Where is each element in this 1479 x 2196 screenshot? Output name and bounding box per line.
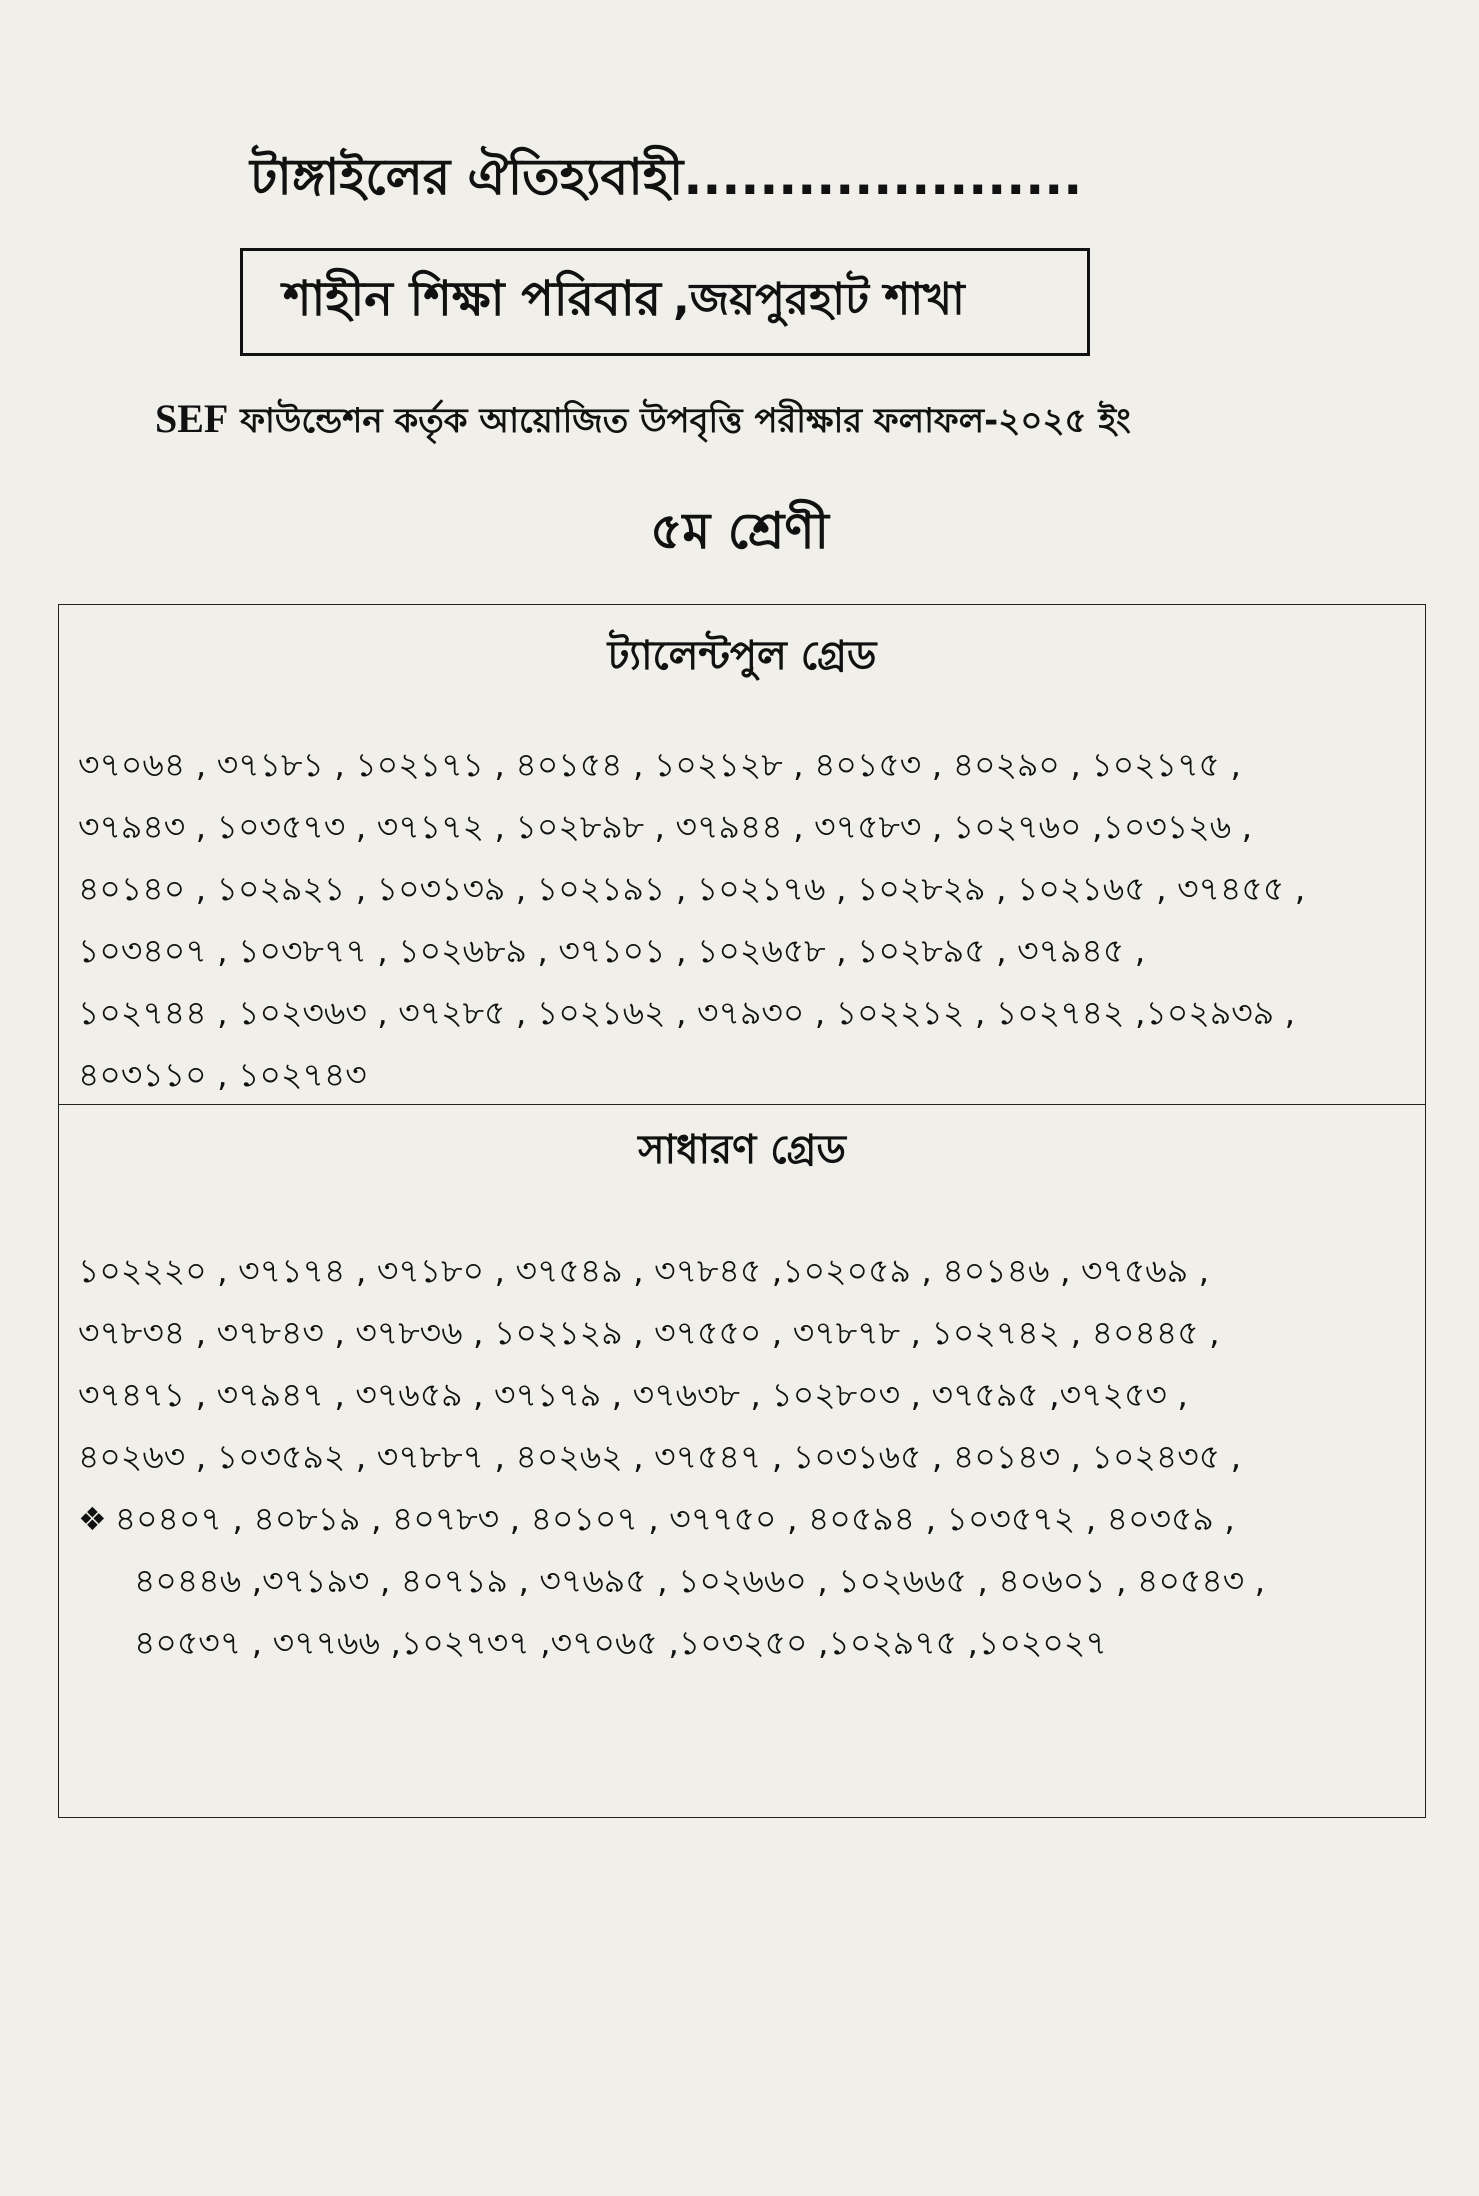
- general-grade-list: [78, 1240, 1265, 1674]
- organization-name: শাহীন শিক্ষা পরিবার: [283, 270, 662, 327]
- general-grade-line: ১০২২২০ , ৩৭১৭৪ , ৩৭১৮০ , ৩৭৫৪৯ , ৩৭৮৪৫ ,১০২০৫৯ , ৪০১৪৬ , ৩৭৫৬৯ ,: [78, 1251, 1210, 1290]
- diamond-bullet-icon: ❖: [78, 1500, 107, 1538]
- general-grade-line: ৪০২৬৩ , ১০৩৫৯২ , ৩৭৮৮৭ , ৪০২৬২ , ৩৭৫৪৭ , ১০৩১৬৫ , ৪০১৪৩ , ১০২৪৩৫ ,: [78, 1437, 1242, 1476]
- general-grade-line: ৩৭৪৭১ , ৩৭৯৪৭ , ৩৭৬৫৯ , ৩৭১৭৯ , ৩৭৬৩৮ , ১০২৮০৩ , ৩৭৫৯৫ ,৩৭২৫৩ ,: [78, 1375, 1188, 1414]
- page-title: টাঙ্গাইলের ঐতিহ্যবাহী.....................: [250, 148, 1083, 206]
- talent-pool-line: ৩৭০৬৪ , ৩৭১৮১ , ১০২১৭১ , ৪০১৫৪ , ১০২১২৮ , ৪০১৫৩ , ৪০২৯০ , ১০২১৭৫ ,: [78, 745, 1241, 784]
- branch-name: ,জয়পুরহাট শাখা: [673, 273, 965, 325]
- general-grade-heading: সাধারণ গ্রেড: [638, 1127, 846, 1173]
- general-grade-line: ৪০৫৩৭ , ৩৭৭৬৬ ,১০২৭৩৭ ,৩৭০৬৫ ,১০৩২৫০ ,১০২৯৭৫ ,১০২০২৭: [134, 1623, 1107, 1662]
- talent-pool-line: ৪০৩১১০ , ১০২৭৪৩: [78, 1055, 367, 1094]
- talent-pool-line: ১০৩৪০৭ , ১০৩৮৭৭ , ১০২৬৮৯ , ৩৭১০১ , ১০২৬৫৮ , ১০২৮৯৫ , ৩৭৯৪৫ ,: [78, 931, 1146, 970]
- talent-pool-line: ৪০১৪০ , ১০২৯২১ , ১০৩১৩৯ , ১০২১৯১ , ১০২১৭৬ , ১০২৮২৯ , ১০২১৬৫ , ৩৭৪৫৫ ,: [78, 869, 1306, 908]
- subtitle-text: ফাউন্ডেশন কর্তৃক আয়োজিত উপবৃত্তি পরীক্ষার ফলাফল-২০২৫ ইং: [240, 401, 1131, 441]
- general-grade-bullet-line: [78, 1488, 1265, 1550]
- talent-pool-line: ১০২৭৪৪ , ১০২৩৬৩ , ৩৭২৮৫ , ১০২১৬২ , ৩৭৯৩০ , ১০২২১২ , ১০২৭৪২ ,১০২৯৩৯ ,: [78, 993, 1296, 1032]
- exam-subtitle: [155, 395, 1131, 452]
- general-grade-line: ৪০৪০৭ , ৪০৮১৯ , ৪০৭৮৩ , ৪০১০৭ , ৩৭৭৫০ , ৪০৫৯৪ , ১০৩৫৭২ , ৪০৩৫৯ ,: [114, 1499, 1235, 1538]
- talent-pool-heading: ট্যালেন্টপুল গ্রেড: [607, 633, 877, 679]
- class-title: ৫ম শ্রেণী: [650, 502, 829, 560]
- subtitle-prefix: SEF: [155, 396, 229, 441]
- organization-box: [240, 248, 1090, 356]
- general-grade-line: ৩৭৮৩৪ , ৩৭৮৪৩ , ৩৭৮৩৬ , ১০২১২৯ , ৩৭৫৫০ , ৩৭৮৭৮ , ১০২৭৪২ , ৪০৪৪৫ ,: [78, 1313, 1220, 1352]
- general-grade-line: ৪০৪৪৬ ,৩৭১৯৩ , ৪০৭১৯ , ৩৭৬৯৫ , ১০২৬৬০ , ১০২৬৬৫ , ৪০৬০১ , ৪০৫৪৩ ,: [134, 1561, 1266, 1600]
- talent-pool-line: ৩৭৯৪৩ , ১০৩৫৭৩ , ৩৭১৭২ , ১০২৮৯৮ , ৩৭৯৪৪ , ৩৭৫৮৩ , ১০২৭৬০ ,১০৩১২৬ ,: [78, 807, 1253, 846]
- talent-pool-list: [78, 734, 1305, 1106]
